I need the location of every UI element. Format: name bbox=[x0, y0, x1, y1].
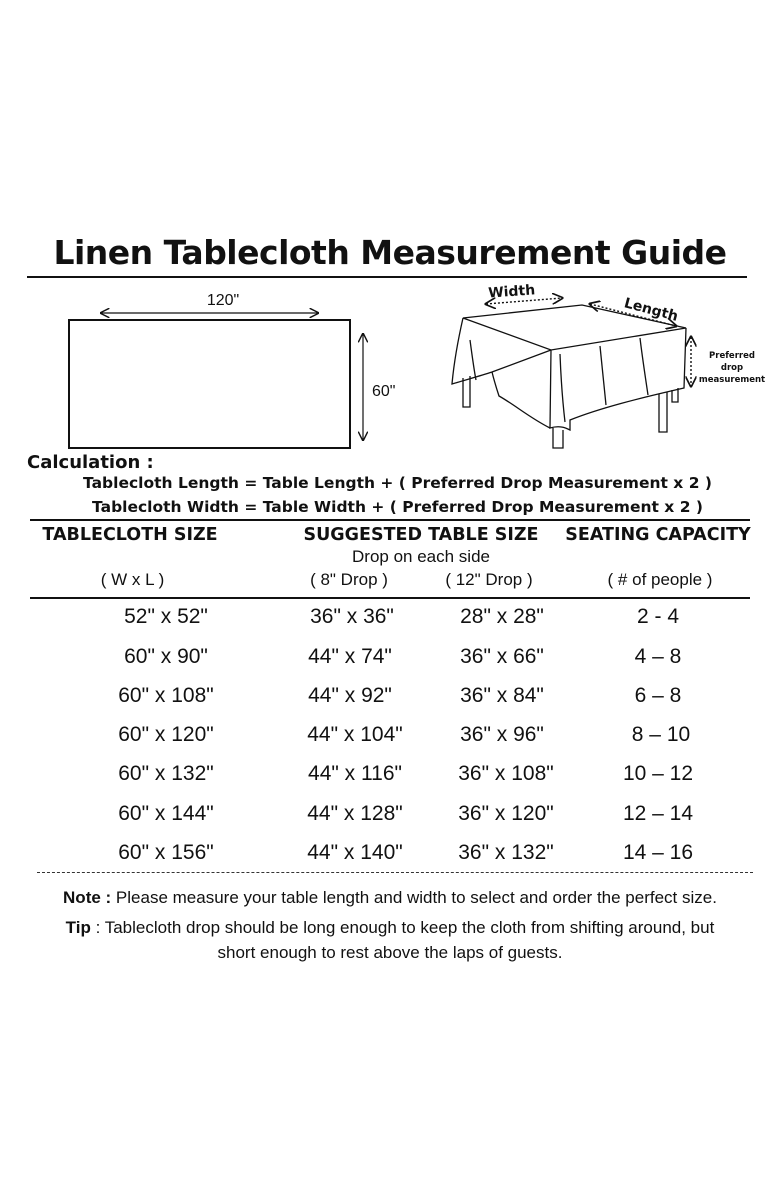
title-divider bbox=[27, 276, 747, 278]
cell-drop12: 36" x 84" bbox=[460, 684, 544, 707]
table-illustration bbox=[452, 305, 686, 448]
tip-line-2: short enough to rest above the laps of guests. bbox=[217, 943, 563, 962]
height-dimension-label: 60" bbox=[372, 383, 396, 400]
drop-label-1: Preferred bbox=[709, 351, 755, 361]
tip-line-1 bbox=[0, 918, 780, 938]
cell-drop12: 36" x 120" bbox=[458, 802, 554, 825]
cell-people: 6 – 8 bbox=[634, 684, 682, 707]
cell-drop8: 44" x 92" bbox=[308, 684, 392, 707]
capacity-subheader: ( # of people ) bbox=[607, 570, 713, 589]
cell-drop12: 36" x 108" bbox=[458, 762, 554, 785]
calculation-divider bbox=[30, 519, 750, 521]
size-subheader: ( W x L ) bbox=[100, 570, 165, 589]
cell-size: 60" x 132" bbox=[118, 762, 214, 785]
cell-drop12: 36" x 96" bbox=[460, 723, 544, 746]
tip-text-1: : Tablecloth drop should be long enough to keep the cloth from shifting around, but bbox=[90, 918, 715, 937]
dashed-divider bbox=[37, 872, 753, 873]
cell-drop8: 36" x 36" bbox=[310, 605, 394, 628]
drop8-subheader: ( 8" Drop ) bbox=[310, 570, 388, 589]
cell-drop12: 36" x 132" bbox=[458, 841, 554, 864]
width-formula: Tablecloth Width = Table Width + ( Preferred Drop Measurement x 2 ) bbox=[92, 498, 703, 516]
cell-drop12: 28" x 28" bbox=[460, 605, 544, 628]
note-text: Please measure your table length and width to select and order the perfect size. bbox=[111, 888, 717, 907]
cell-people: 10 – 12 bbox=[622, 762, 694, 785]
cell-people: 4 – 8 bbox=[634, 645, 682, 668]
cell-drop8: 44" x 116" bbox=[308, 762, 402, 785]
measurement-diagram bbox=[0, 280, 780, 450]
page-title: Linen Tablecloth Measurement Guide bbox=[53, 233, 727, 272]
header-divider bbox=[30, 597, 750, 599]
length-formula: Tablecloth Length = Table Length + ( Preferred Drop Measurement x 2 ) bbox=[83, 474, 712, 492]
cell-size: 60" x 144" bbox=[118, 802, 214, 825]
drop12-subheader: ( 12" Drop ) bbox=[445, 570, 533, 589]
cell-size: 60" x 120" bbox=[118, 723, 214, 746]
drop-note: Drop on each side bbox=[352, 547, 490, 566]
width-label: Width bbox=[487, 282, 536, 302]
cell-size: 60" x 156" bbox=[118, 841, 214, 864]
cell-people: 12 – 14 bbox=[622, 802, 694, 825]
cell-size: 60" x 90" bbox=[124, 645, 208, 668]
header-suggested-table-size: SUGGESTED TABLE SIZE bbox=[303, 525, 539, 545]
cell-size: 60" x 108" bbox=[118, 684, 214, 707]
cell-drop8: 44" x 74" bbox=[308, 645, 392, 668]
cell-drop8: 44" x 104" bbox=[307, 723, 403, 746]
cell-drop8: 44" x 140" bbox=[307, 841, 403, 864]
tip-label: Tip bbox=[65, 918, 91, 937]
cell-people: 14 – 16 bbox=[622, 841, 694, 864]
drop-label-3: measurement bbox=[698, 375, 766, 385]
cell-size: 52" x 52" bbox=[124, 605, 208, 628]
note-label: Note : bbox=[63, 888, 112, 907]
header-seating-capacity: SEATING CAPACITY bbox=[565, 525, 751, 545]
length-label: Length bbox=[622, 295, 680, 325]
calculation-label: Calculation : bbox=[27, 452, 154, 473]
drop-label-2: drop bbox=[720, 363, 744, 373]
cell-drop12: 36" x 66" bbox=[460, 645, 544, 668]
cell-people: 2 - 4 bbox=[636, 605, 680, 628]
tablecloth-rectangle bbox=[69, 320, 350, 448]
cell-drop8: 44" x 128" bbox=[307, 802, 403, 825]
cell-people: 8 – 10 bbox=[631, 723, 691, 746]
width-dimension-label: 120" bbox=[206, 292, 240, 309]
header-tablecloth-size: TABLECLOTH SIZE bbox=[42, 525, 218, 545]
note bbox=[0, 888, 780, 908]
